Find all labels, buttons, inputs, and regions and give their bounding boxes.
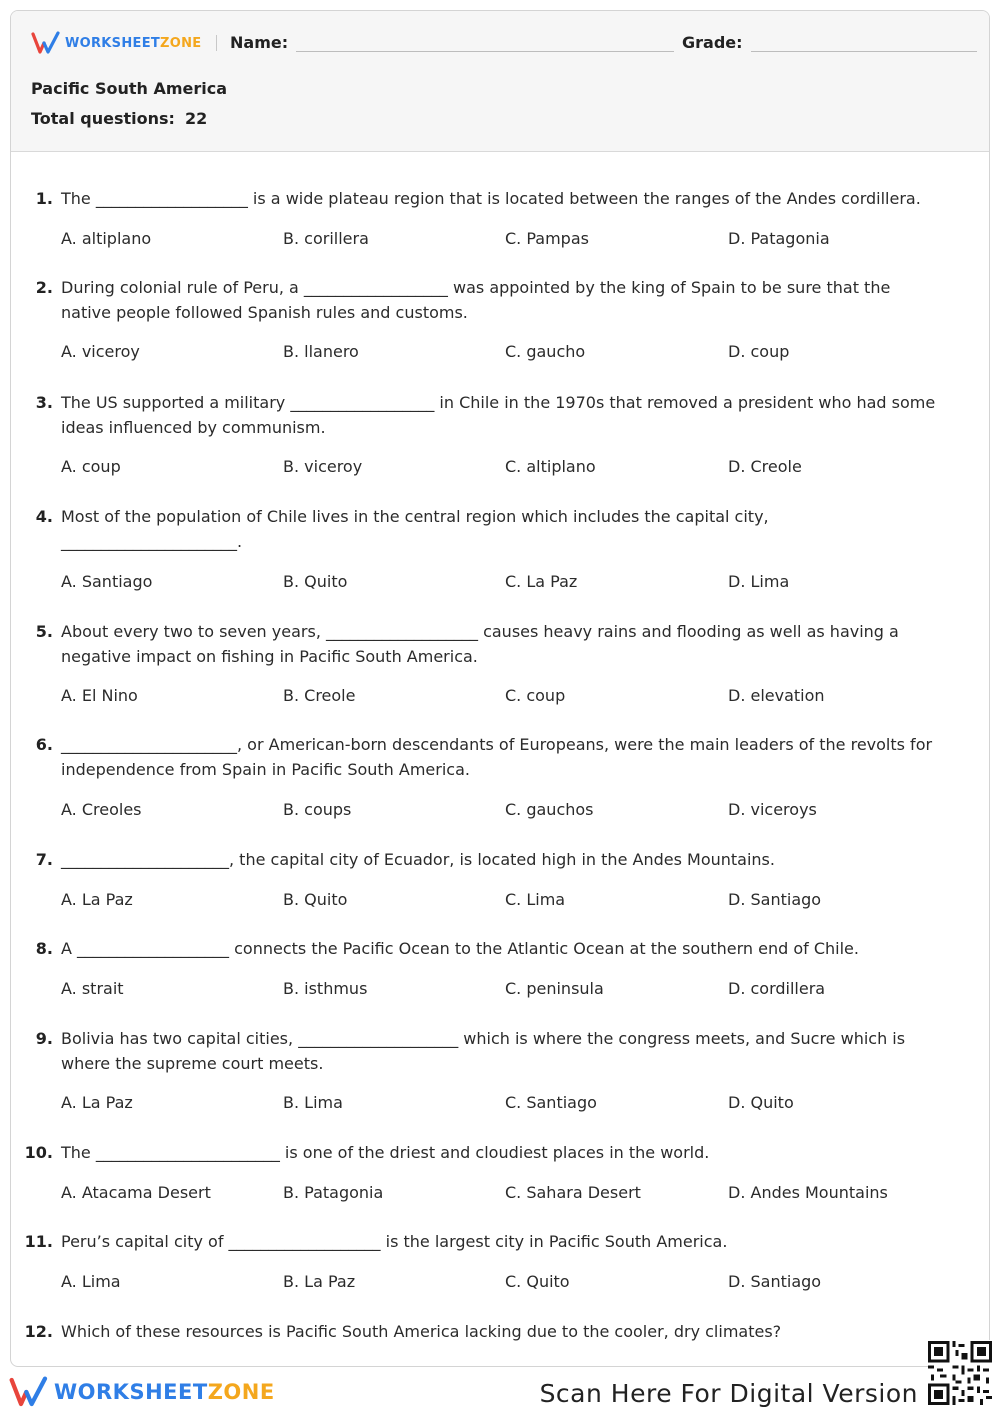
question-number: 10. <box>24 1143 53 1162</box>
footer-brand-logo <box>8 1376 275 1408</box>
grade-field[interactable] <box>682 33 977 52</box>
answer-option-d[interactable]: D. Creole <box>728 457 802 476</box>
scan-instruction: Scan Here For Digital Version <box>539 1379 918 1408</box>
qr-code-icon[interactable] <box>928 1340 992 1406</box>
footer-brand-word-1: WORKSHEET <box>54 1380 208 1404</box>
brand-word-2: ZONE <box>160 35 202 51</box>
question-text: _____________________, the capital city of Ecuador, is located high in the Andes Mountains. <box>61 850 775 869</box>
worksheet-zone-logo-icon <box>31 31 61 55</box>
total-questions-value: 22 <box>184 109 208 128</box>
answer-option-c[interactable]: C. Sahara Desert <box>505 1183 641 1202</box>
answer-option-b[interactable]: B. Patagonia <box>283 1183 384 1202</box>
answer-option-b[interactable]: B. coups <box>283 800 352 819</box>
footer-brand-word-2: ZONE <box>207 1380 275 1404</box>
answer-option-b[interactable]: B. corillera <box>283 229 369 248</box>
answer-option-b[interactable]: B. isthmus <box>283 979 368 998</box>
question-text: ______________________, or American-born descendants of Europeans, were the main leaders of the revolts for independence from Spain in Pacific South America. <box>61 735 933 779</box>
question-text: The ___________________ is a wide plateau region that is located between the ranges of the Andes cordillera. <box>61 189 921 208</box>
grade-line[interactable] <box>751 35 977 52</box>
answer-option-d[interactable]: D. Santiago <box>728 890 822 909</box>
answer-option-b[interactable]: B. Quito <box>283 890 348 909</box>
question-number: 4. <box>35 507 53 526</box>
brand-name <box>65 36 202 51</box>
worksheet-page <box>10 10 990 1367</box>
question-number: 11. <box>24 1232 53 1251</box>
question-text: Which of these resources is Pacific South America lacking due to the cooler, dry climates? <box>61 1322 782 1341</box>
question-text: Most of the population of Chile lives in the central region which includes the capital city, ______________________. <box>61 507 769 551</box>
answer-option-a[interactable]: A. viceroy <box>61 342 140 361</box>
answer-option-d[interactable]: D. coup <box>728 342 790 361</box>
answer-option-c[interactable]: C. La Paz <box>505 572 578 591</box>
question-number: 6. <box>35 735 53 754</box>
answer-option-c[interactable]: C. gaucho <box>505 342 586 361</box>
total-questions-label: Total questions: <box>31 109 175 128</box>
footer-brand-name <box>54 1380 275 1404</box>
answer-option-d[interactable]: D. Lima <box>728 572 790 591</box>
question-text: A ___________________ connects the Pacific Ocean to the Atlantic Ocean at the southern end of Chile. <box>61 939 859 958</box>
answer-option-a[interactable]: A. La Paz <box>61 890 133 909</box>
brand-logo <box>31 31 217 55</box>
worksheet-header <box>11 11 989 152</box>
answer-option-d[interactable]: D. Quito <box>728 1093 794 1112</box>
answer-option-a[interactable]: A. Atacama Desert <box>61 1183 211 1202</box>
answer-option-c[interactable]: C. Lima <box>505 890 566 909</box>
answer-option-b[interactable]: B. viceroy <box>283 457 363 476</box>
question-number: 7. <box>35 850 53 869</box>
answer-option-c[interactable]: C. Quito <box>505 1272 570 1291</box>
total-questions <box>31 109 207 128</box>
answer-option-c[interactable]: C. altiplano <box>505 457 596 476</box>
answer-option-c[interactable]: C. Santiago <box>505 1093 597 1112</box>
question-number: 12. <box>24 1322 53 1341</box>
answer-option-a[interactable]: A. La Paz <box>61 1093 133 1112</box>
question-number: 9. <box>35 1029 53 1048</box>
question-number: 5. <box>35 622 53 641</box>
grade-label: Grade: <box>682 33 743 52</box>
answer-option-a[interactable]: A. Santiago <box>61 572 153 591</box>
question-text: The US supported a military __________________ in Chile in the 1970s that removed a president who had some ideas influenced by communism. <box>61 393 936 437</box>
question-text: The _______________________ is one of the driest and cloudiest places in the world. <box>61 1143 710 1162</box>
name-line[interactable] <box>296 35 674 52</box>
question-text: During colonial rule of Peru, a __________________ was appointed by the king of Spain to be sure that the native people followed Spanish rules and customs. <box>61 278 891 322</box>
page-footer <box>0 1365 1000 1414</box>
question-text: About every two to seven years, ___________________ causes heavy rains and flooding as well as having a negative impact on fishing in Pacific South America. <box>61 622 899 666</box>
name-field[interactable] <box>230 33 674 52</box>
answer-option-b[interactable]: B. Lima <box>283 1093 343 1112</box>
answer-option-a[interactable]: A. Creoles <box>61 800 142 819</box>
answer-option-d[interactable]: D. viceroys <box>728 800 817 819</box>
answer-option-b[interactable]: B. La Paz <box>283 1272 356 1291</box>
answer-option-d[interactable]: D. Patagonia <box>728 229 830 248</box>
worksheet-zone-logo-icon <box>8 1376 50 1408</box>
answer-option-d[interactable]: D. cordillera <box>728 979 826 998</box>
answer-option-a[interactable]: A. El Nino <box>61 686 138 705</box>
answer-option-c[interactable]: C. Pampas <box>505 229 589 248</box>
answer-option-a[interactable]: A. coup <box>61 457 121 476</box>
answer-option-a[interactable]: A. altiplano <box>61 229 152 248</box>
question-number: 3. <box>35 393 53 412</box>
answer-option-c[interactable]: C. gauchos <box>505 800 594 819</box>
brand-word-1: WORKSHEET <box>65 35 161 51</box>
answer-option-a[interactable]: A. strait <box>61 979 124 998</box>
question-number: 8. <box>35 939 53 958</box>
question-text: Peru’s capital city of ___________________ is the largest city in Pacific South America. <box>61 1232 728 1251</box>
answer-option-c[interactable]: C. coup <box>505 686 566 705</box>
answer-option-d[interactable]: D. elevation <box>728 686 825 705</box>
answer-option-b[interactable]: B. Creole <box>283 686 356 705</box>
question-number: 1. <box>35 189 53 208</box>
brand-divider <box>216 35 217 51</box>
answer-option-b[interactable]: B. Quito <box>283 572 348 591</box>
question-text: Bolivia has two capital cities, ____________________ which is where the congress meets, and Sucre which is where the supreme court meets. <box>61 1029 906 1073</box>
answer-option-d[interactable]: D. Andes Mountains <box>728 1183 888 1202</box>
answer-option-b[interactable]: B. llanero <box>283 342 359 361</box>
worksheet-title: Pacific South America <box>31 79 228 98</box>
answer-option-a[interactable]: A. Lima <box>61 1272 121 1291</box>
answer-option-c[interactable]: C. peninsula <box>505 979 604 998</box>
question-number: 2. <box>35 278 53 297</box>
answer-option-d[interactable]: D. Santiago <box>728 1272 822 1291</box>
name-label: Name: <box>230 33 289 52</box>
